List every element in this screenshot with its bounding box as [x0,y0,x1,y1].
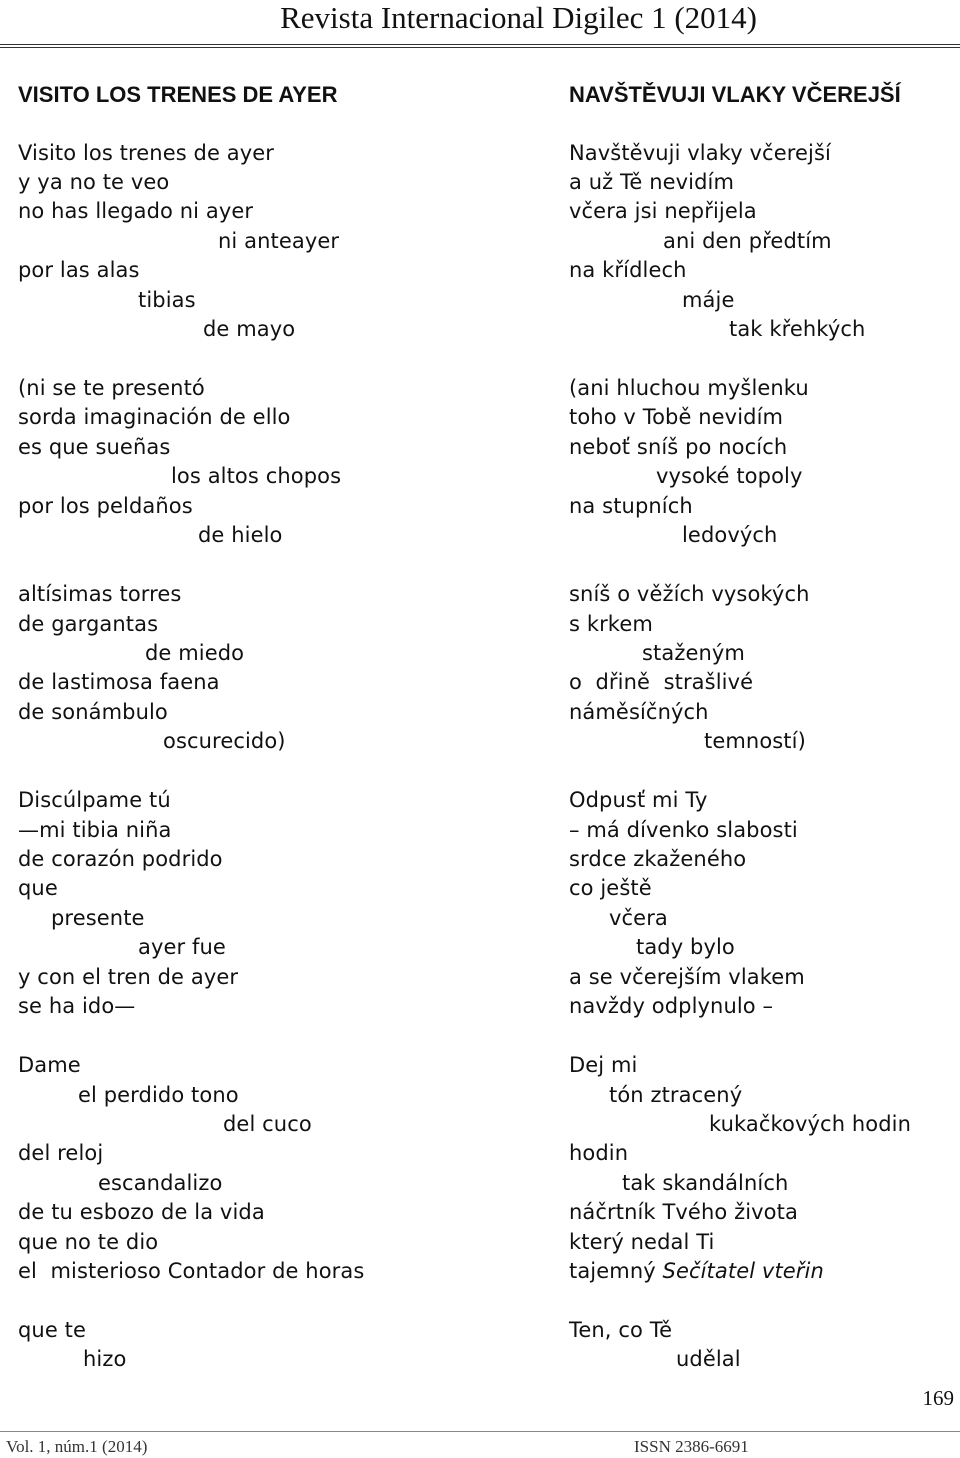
stanza-3 [18,580,548,757]
poem-line: tibias [138,287,196,312]
poem-line: (ani hluchou myšlenku [569,376,809,400]
stanza-4 [18,786,548,1022]
poem-line: de mayo [203,317,296,342]
page-header [0,0,960,46]
poem-line: hizo [83,1347,127,1372]
poem-line: se ha ido— [18,994,136,1019]
poem-line: el perdido tono [78,1082,239,1107]
stanza-gap [18,345,548,374]
stanza-1 [18,139,548,345]
poem-line: ni anteayer [218,228,340,253]
poem-line: ani den předtím [663,228,832,253]
poem-line: altísimas torres [18,582,182,607]
poem-line: včera [609,905,668,930]
poem-line-italic: Sečítatel vteřin [662,1259,824,1284]
poem-line: oscurecido) [163,729,286,754]
poem-line: který nedal Ti [569,1229,715,1254]
stanza-gap [18,551,548,580]
czech-poem [569,80,954,1375]
journal-title: Revista Internacional Digilec 1 (2014) [280,0,757,35]
poem-line: Dej mi [569,1053,638,1078]
poem-line: náměsíčných [569,699,709,724]
poem-line: Ten, co Tě [569,1318,673,1342]
poem-line: los altos chopos [171,464,342,489]
stanza-1 [569,139,954,345]
poem-line: tón ztracený [609,1082,743,1107]
poem-line: que no te dio [18,1229,159,1254]
poem-line: escandalizo [98,1170,223,1195]
poem-line: y ya no te veo [18,169,170,194]
poem-line: staženým [642,640,745,665]
stanza-2 [18,374,548,551]
poem-line: por los peldaños [18,493,193,518]
spanish-poem [18,80,548,1375]
poem-line: —mi tibia niña [18,817,172,842]
stanza-gap [18,1022,548,1051]
poem-line: srdce zkaženého [569,847,747,871]
poem-line: por las alas [18,258,140,283]
stanza-gap [569,757,954,786]
spanish-poem-title: VISITO LOS TRENES DE AYER [18,82,338,107]
footer-volume: Vol. 1, núm.1 (2014) [6,1437,148,1456]
poem-line: ayer fue [138,935,226,960]
stanza-gap [18,757,548,786]
poem-line: del cuco [223,1111,312,1136]
poem-line: vysoké topoly [656,464,803,489]
poem-line: a se včerejším vlakem [569,964,805,989]
stanza-6 [18,1316,548,1375]
poem-line: tak skandálních [622,1170,789,1195]
stanza-5 [569,1051,954,1287]
poem-line: – má dívenko slabosti [569,817,798,842]
footer-rule [0,1431,960,1432]
poem-line: Odpusť mi Ty [569,788,708,813]
poem-line: del reloj [18,1141,104,1166]
stanza-gap [569,1287,954,1316]
poem-line: y con el tren de ayer [18,964,239,989]
poem-line: es que sueñas [18,434,171,459]
stanza-gap [569,1022,954,1051]
poem-line: Navštěvuji vlaky včerejší [569,140,831,165]
stanza-gap [569,551,954,580]
poem-line: sorda imaginación de ello [18,405,291,430]
poem-line: de lastimosa faena [18,670,220,695]
poem-line: de tu esbozo de la vida [18,1200,265,1225]
poem-line: de miedo [145,640,245,665]
poem-line: temností) [704,729,806,754]
poem-line: máje [682,287,735,312]
header-rule [0,44,960,48]
poem-line: udělal [676,1347,741,1372]
poem-line: co ještě [569,876,652,901]
poem-line: de sonámbulo [18,699,168,724]
poem-line: Discúlpame tú [18,788,171,813]
poem-line: náčrtník Tvého života [569,1200,798,1225]
poem-line: no has llegado ni ayer [18,199,254,224]
poem-line: o dřině strašlivé [569,670,754,695]
poem-line: de corazón podrido [18,847,223,871]
czech-poem-title: NAVŠTĚVUJI VLAKY VČEREJŠÍ [569,82,901,107]
poem-line: tady bylo [636,935,735,960]
poem-line: de gargantas [18,611,159,636]
poem-line: neboť sníš po nocích [569,434,788,459]
poem-line: tak křehkých [729,317,866,342]
stanza-4 [569,786,954,1022]
poem-line: na křídlech [569,258,687,283]
poem-line: presente [51,905,145,930]
stanza-5 [18,1051,548,1287]
poem-line: que te [18,1318,86,1342]
poem-line-text: tajemný [569,1259,663,1284]
stanza-gap [18,1287,548,1316]
page-number: 169 [922,1386,954,1410]
poem-line: toho v Tobě nevidím [569,405,784,430]
poem-line: kukačkových hodin [709,1111,912,1136]
poem-line: Visito los trenes de ayer [18,140,275,165]
poem-line: (ni se te presentó [18,376,205,400]
poem-line: včera jsi nepřijela [569,199,757,224]
stanza-3 [569,580,954,757]
poem-line: ledových [682,523,778,548]
poem-line: na stupních [569,493,693,518]
poem-line: s krkem [569,611,653,636]
footer-issn: ISSN 2386-6691 [634,1437,749,1456]
stanza-2 [569,374,954,551]
poem-line [569,1257,954,1286]
poem-line: navždy odplynulo – [569,994,774,1019]
poem-line: hodin [569,1141,629,1166]
stanza-6 [569,1316,954,1375]
poem-line: Dame [18,1053,81,1078]
poem-line: que [18,876,58,901]
poem-line: a už Tě nevidím [569,169,735,194]
poem-line: de hielo [198,523,283,548]
stanza-gap [569,345,954,374]
poem-line: el misterioso Contador de horas [18,1259,365,1284]
poem-line: sníš o věžích vysokých [569,582,810,607]
